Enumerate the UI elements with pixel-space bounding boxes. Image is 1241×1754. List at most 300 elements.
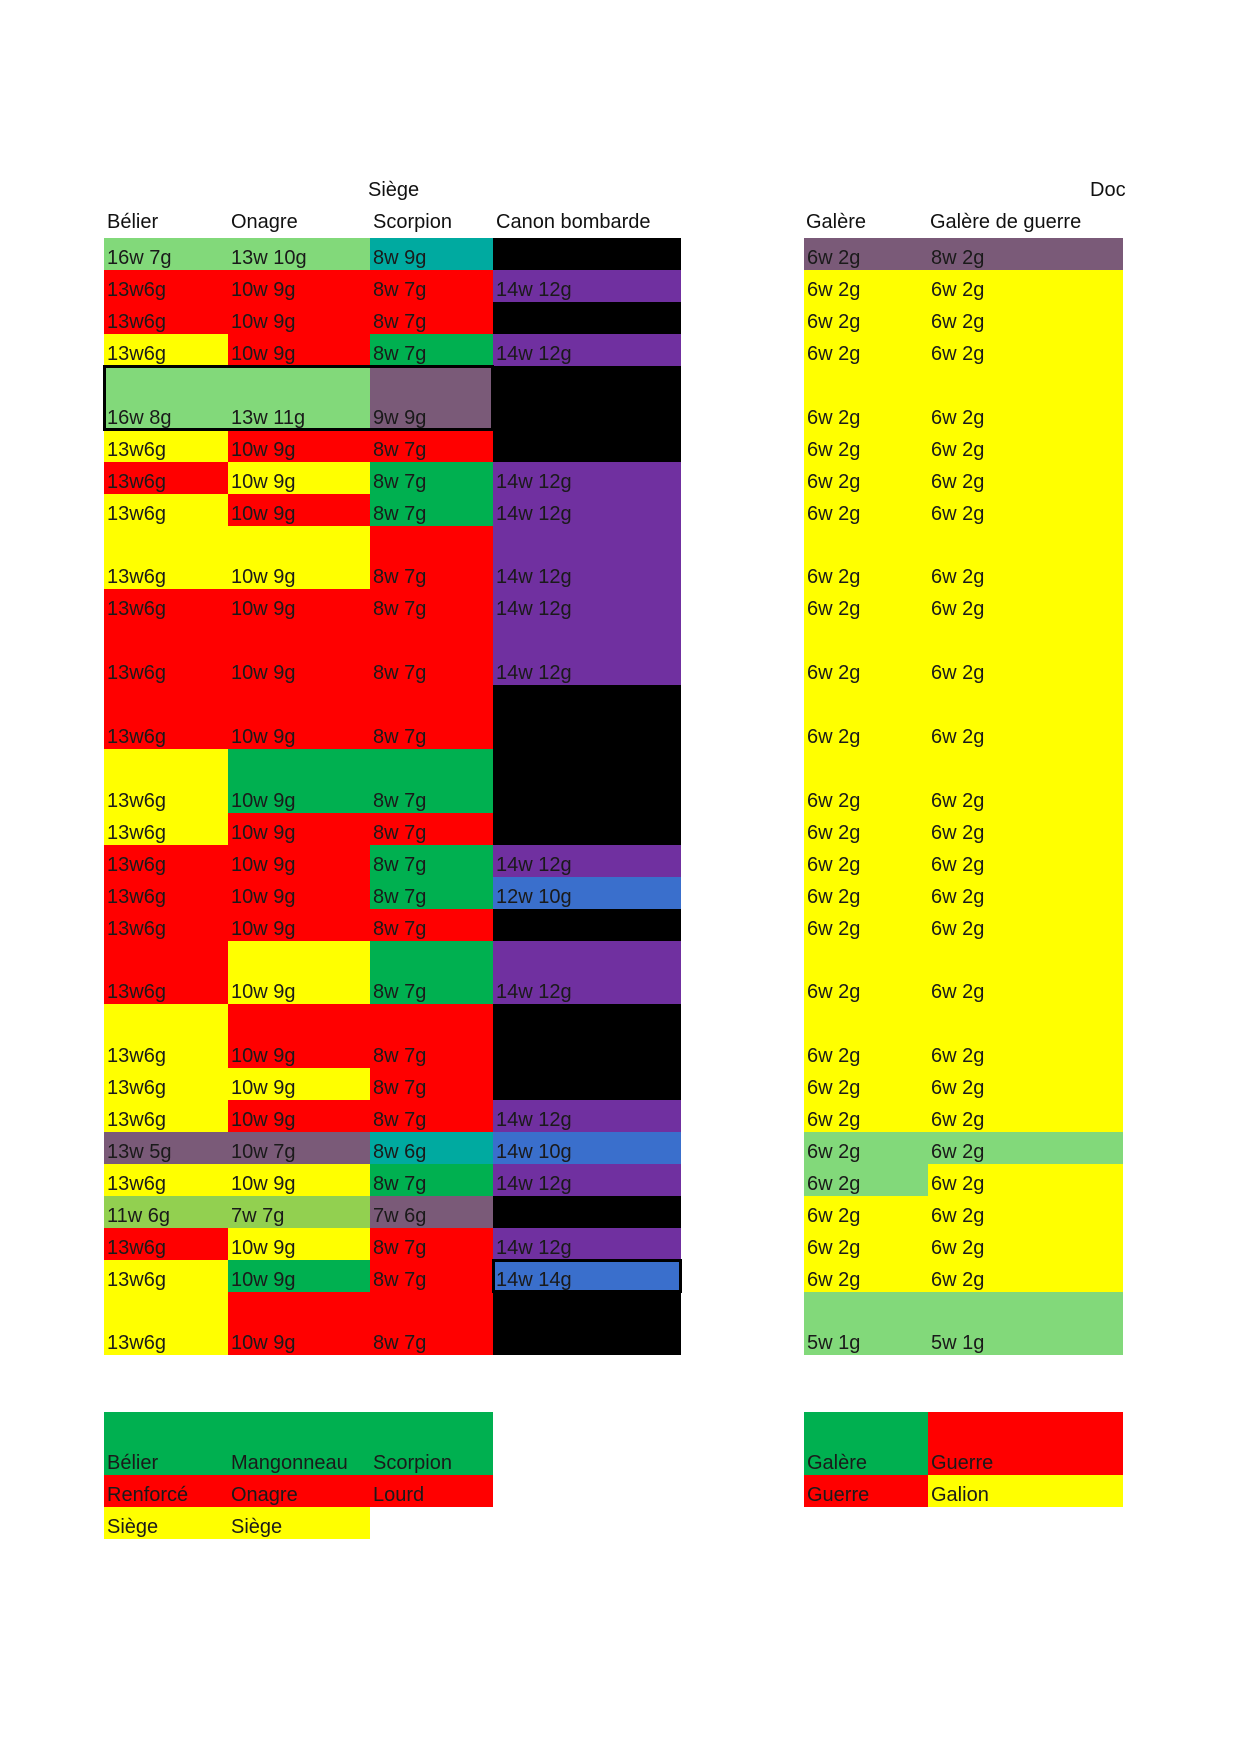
cell-value: 10w 9g [231, 662, 296, 684]
cell-belier[interactable] [104, 909, 228, 941]
cell-value: 10w 9g [231, 471, 296, 493]
cell-scorpion[interactable] [370, 430, 493, 462]
cell-value: 13w6g [107, 1237, 166, 1259]
cell-belier[interactable] [104, 526, 228, 589]
legend-siege-cell[interactable] [370, 1507, 493, 1539]
cell-value: 6w 2g [807, 1205, 861, 1227]
cell-value: 13w6g [107, 918, 166, 940]
cell-value: 6w 2g [931, 279, 985, 301]
cell-canon-bombarde[interactable] [493, 526, 681, 589]
cell-value: 13w 5g [107, 1141, 172, 1163]
cell-value: 13w6g [107, 279, 166, 301]
cell-value: 13w6g [107, 822, 166, 844]
cell-galere[interactable] [804, 813, 928, 845]
legend-siege-cell[interactable] [104, 1412, 228, 1475]
cell-canon-bombarde[interactable] [493, 302, 681, 334]
cell-value: 8w 7g [373, 566, 427, 588]
cell-scorpion[interactable] [370, 1100, 493, 1132]
cell-belier[interactable] [104, 238, 228, 270]
cell-value: 13w6g [107, 471, 166, 493]
cell-canon-bombarde[interactable] [493, 1292, 681, 1355]
cell-scorpion[interactable] [370, 270, 493, 302]
column-header-galere-de-guerre: Galère de guerre [930, 211, 1082, 233]
cell-value: 14w 12g [496, 662, 572, 684]
cell-galere[interactable] [804, 845, 928, 877]
cell-value: 8w 7g [373, 1332, 427, 1354]
cell-canon-bombarde[interactable] [493, 941, 681, 1004]
cell-value: 6w 2g [931, 790, 985, 812]
cell-canon-bombarde[interactable] [493, 877, 681, 909]
cell-onagre[interactable] [228, 1228, 370, 1260]
cell-scorpion[interactable] [370, 302, 493, 334]
cell-onagre[interactable] [228, 462, 370, 494]
cell-value: 8w 7g [373, 1173, 427, 1195]
cell-galere-de-guerre[interactable] [928, 1100, 1123, 1132]
cell-canon-bombarde[interactable] [493, 813, 681, 845]
cell-belier[interactable] [104, 1100, 228, 1132]
cell-belier[interactable] [104, 845, 228, 877]
column-header-belier: Bélier [107, 211, 159, 233]
cell-belier[interactable] [104, 334, 228, 366]
cell-value: 6w 2g [931, 1269, 985, 1291]
cell-value: 8w 7g [373, 1269, 427, 1291]
cell-onagre[interactable] [228, 1292, 370, 1355]
cell-onagre[interactable] [228, 589, 370, 621]
cell-onagre[interactable] [228, 909, 370, 941]
cell-galere-de-guerre[interactable] [928, 909, 1123, 941]
cell-value: 6w 2g [807, 822, 861, 844]
cell-onagre[interactable] [228, 1196, 370, 1228]
cell-canon-bombarde[interactable] [493, 1164, 681, 1196]
cell-belier[interactable] [104, 430, 228, 462]
cell-scorpion[interactable] [370, 238, 493, 270]
legend-siege-cell[interactable] [228, 1507, 370, 1539]
legend-dock-cell[interactable] [804, 1412, 928, 1475]
cell-value: 13w6g [107, 1269, 166, 1291]
cell-galere[interactable] [804, 302, 928, 334]
cell-galere[interactable] [804, 877, 928, 909]
cell-value: 13w6g [107, 1109, 166, 1131]
cell-onagre[interactable] [228, 749, 370, 813]
cell-galere-de-guerre[interactable] [928, 302, 1123, 334]
cell-value: 10w 9g [231, 1109, 296, 1131]
cell-belier[interactable] [104, 366, 228, 430]
cell-value: 12w 10g [496, 886, 572, 908]
cell-belier[interactable] [104, 749, 228, 813]
cell-value: 10w 9g [231, 918, 296, 940]
cell-galere[interactable] [804, 941, 928, 1004]
cell-value: 10w 9g [231, 854, 296, 876]
cell-value: 6w 2g [807, 471, 861, 493]
cell-value: 16w 8g [107, 407, 172, 429]
cell-value: 10w 7g [231, 1141, 296, 1163]
cell-onagre[interactable] [228, 334, 370, 366]
cell-scorpion[interactable] [370, 494, 493, 526]
cell-onagre[interactable] [228, 1132, 370, 1164]
cell-value: 13w6g [107, 886, 166, 908]
cell-galere[interactable] [804, 1100, 928, 1132]
cell-galere[interactable] [804, 621, 928, 685]
cell-onagre[interactable] [228, 813, 370, 845]
cell-belier[interactable] [104, 589, 228, 621]
cell-value: 10w 9g [231, 1269, 296, 1291]
cell-galere[interactable] [804, 1164, 928, 1196]
cell-canon-bombarde[interactable] [493, 1132, 681, 1164]
legend-dock-cell[interactable] [928, 1412, 1123, 1475]
cell-value: 6w 2g [931, 1141, 985, 1163]
cell-value: 13w6g [107, 790, 166, 812]
legend-siege-cell[interactable] [370, 1475, 493, 1507]
cell-value: 14w 12g [496, 598, 572, 620]
cell-galere-de-guerre[interactable] [928, 685, 1123, 749]
cell-galere-de-guerre[interactable] [928, 845, 1123, 877]
cell-canon-bombarde[interactable] [493, 1228, 681, 1260]
cell-canon-bombarde[interactable] [493, 1100, 681, 1132]
cell-galere[interactable] [804, 1260, 928, 1292]
cell-belier[interactable] [104, 877, 228, 909]
cell-value: 6w 2g [807, 279, 861, 301]
cell-value: 10w 9g [231, 790, 296, 812]
cell-galere-de-guerre[interactable] [928, 462, 1123, 494]
cell-galere-de-guerre[interactable] [928, 366, 1123, 430]
cell-scorpion[interactable] [370, 685, 493, 749]
cell-value: Scorpion [373, 1452, 452, 1474]
cell-value: 10w 9g [231, 1332, 296, 1354]
cell-value: 6w 2g [931, 854, 985, 876]
cell-galere[interactable] [804, 1132, 928, 1164]
cell-galere-de-guerre[interactable] [928, 334, 1123, 366]
cell-scorpion[interactable] [370, 1132, 493, 1164]
cell-scorpion[interactable] [370, 749, 493, 813]
cell-onagre[interactable] [228, 941, 370, 1004]
cell-galere[interactable] [804, 1068, 928, 1100]
cell-value: 6w 2g [931, 1109, 985, 1131]
cell-galere-de-guerre[interactable] [928, 238, 1123, 270]
cell-belier[interactable] [104, 1260, 228, 1292]
cell-belier[interactable] [104, 462, 228, 494]
cell-scorpion[interactable] [370, 813, 493, 845]
cell-value: 10w 9g [231, 343, 296, 365]
cell-value: 6w 2g [807, 503, 861, 525]
cell-galere-de-guerre[interactable] [928, 1292, 1123, 1355]
cell-value: 13w6g [107, 726, 166, 748]
cell-value: 5w 1g [807, 1332, 861, 1354]
cell-value: 13w6g [107, 503, 166, 525]
cell-onagre[interactable] [228, 302, 370, 334]
cell-value: 8w 7g [373, 1045, 427, 1067]
cell-galere[interactable] [804, 270, 928, 302]
cell-canon-bombarde[interactable] [493, 494, 681, 526]
cell-canon-bombarde[interactable] [493, 1004, 681, 1068]
cell-galere-de-guerre[interactable] [928, 941, 1123, 1004]
cell-onagre[interactable] [228, 238, 370, 270]
cell-value: 6w 2g [807, 1237, 861, 1259]
cell-galere[interactable] [804, 749, 928, 813]
cell-value: 6w 2g [807, 1269, 861, 1291]
cell-canon-bombarde[interactable] [493, 1260, 681, 1292]
cell-galere-de-guerre[interactable] [928, 494, 1123, 526]
cell-onagre[interactable] [228, 270, 370, 302]
cell-value: 7w 7g [231, 1205, 285, 1227]
cell-belier[interactable] [104, 1228, 228, 1260]
cell-scorpion[interactable] [370, 1004, 493, 1068]
legend-dock-cell[interactable] [928, 1475, 1123, 1507]
cell-belier[interactable] [104, 813, 228, 845]
cell-value: 10w 9g [231, 279, 296, 301]
cell-value: Guerre [807, 1484, 870, 1506]
cell-scorpion[interactable] [370, 1228, 493, 1260]
cell-scorpion[interactable] [370, 621, 493, 685]
cell-galere-de-guerre[interactable] [928, 877, 1123, 909]
cell-value: 6w 2g [807, 886, 861, 908]
cell-value: 8w 7g [373, 726, 427, 748]
cell-belier[interactable] [104, 1164, 228, 1196]
cell-galere[interactable] [804, 366, 928, 430]
cell-value: 8w 7g [373, 311, 427, 333]
cell-value: 8w 7g [373, 981, 427, 1003]
cell-scorpion[interactable] [370, 589, 493, 621]
cell-scorpion[interactable] [370, 366, 493, 430]
cell-value: 6w 2g [807, 726, 861, 748]
cell-value: 6w 2g [807, 407, 861, 429]
cell-scorpion[interactable] [370, 462, 493, 494]
cell-galere-de-guerre[interactable] [928, 1068, 1123, 1100]
cell-value: 8w 7g [373, 343, 427, 365]
cell-value: 10w 9g [231, 822, 296, 844]
cell-onagre[interactable] [228, 1260, 370, 1292]
cell-value: 8w 7g [373, 790, 427, 812]
cell-galere-de-guerre[interactable] [928, 1164, 1123, 1196]
cell-value: 6w 2g [931, 1173, 985, 1195]
cell-value: 8w 6g [373, 1141, 427, 1163]
cell-galere-de-guerre[interactable] [928, 1004, 1123, 1068]
cell-canon-bombarde[interactable] [493, 589, 681, 621]
cell-onagre[interactable] [228, 845, 370, 877]
cell-scorpion[interactable] [370, 1068, 493, 1100]
cell-scorpion[interactable] [370, 526, 493, 589]
cell-value: 6w 2g [807, 1045, 861, 1067]
cell-galere[interactable] [804, 526, 928, 589]
cell-galere-de-guerre[interactable] [928, 621, 1123, 685]
cell-galere-de-guerre[interactable] [928, 270, 1123, 302]
cell-galere-de-guerre[interactable] [928, 749, 1123, 813]
cell-value: 7w 6g [373, 1205, 427, 1227]
cell-value: Renforcé [107, 1484, 189, 1506]
cell-value: Galion [931, 1484, 989, 1506]
cell-value: 6w 2g [807, 854, 861, 876]
cell-value: 13w6g [107, 566, 166, 588]
cell-canon-bombarde[interactable] [493, 270, 681, 302]
cell-canon-bombarde[interactable] [493, 749, 681, 813]
cell-scorpion[interactable] [370, 941, 493, 1004]
cell-value: 6w 2g [931, 1077, 985, 1099]
cell-belier[interactable] [104, 621, 228, 685]
cell-value: 8w 7g [373, 918, 427, 940]
cell-value: Mangonneau [231, 1452, 348, 1474]
cell-onagre[interactable] [228, 877, 370, 909]
cell-galere[interactable] [804, 1292, 928, 1355]
cell-value: 8w 7g [373, 662, 427, 684]
cell-value: 8w 7g [373, 1077, 427, 1099]
cell-galere-de-guerre[interactable] [928, 813, 1123, 845]
cell-galere[interactable] [804, 589, 928, 621]
cell-galere-de-guerre[interactable] [928, 1260, 1123, 1292]
cell-value: 14w 12g [496, 503, 572, 525]
cell-value: Siège [107, 1516, 159, 1538]
cell-belier[interactable] [104, 941, 228, 1004]
cell-value: 14w 12g [496, 1109, 572, 1131]
cell-value: 6w 2g [807, 790, 861, 812]
cell-onagre[interactable] [228, 430, 370, 462]
cell-canon-bombarde[interactable] [493, 238, 681, 270]
cell-value: 13w 10g [231, 247, 307, 269]
cell-value: 8w 7g [373, 854, 427, 876]
legend-siege-cell[interactable] [104, 1475, 228, 1507]
cell-belier[interactable] [104, 1068, 228, 1100]
legend-dock-cell[interactable] [804, 1475, 928, 1507]
cell-value: 10w 9g [231, 598, 296, 620]
cell-value: 6w 2g [931, 822, 985, 844]
cell-canon-bombarde[interactable] [493, 1196, 681, 1228]
cell-value: 6w 2g [931, 311, 985, 333]
cell-value: 8w 7g [373, 279, 427, 301]
cell-galere[interactable] [804, 494, 928, 526]
cell-galere[interactable] [804, 238, 928, 270]
cell-value: 16w 7g [107, 247, 172, 269]
cell-onagre[interactable] [228, 1004, 370, 1068]
cell-belier[interactable] [104, 1196, 228, 1228]
cell-galere[interactable] [804, 909, 928, 941]
cell-galere-de-guerre[interactable] [928, 1132, 1123, 1164]
cell-canon-bombarde[interactable] [493, 685, 681, 749]
cell-onagre[interactable] [228, 526, 370, 589]
cell-value: Lourd [373, 1484, 425, 1506]
cell-value: 6w 2g [931, 343, 985, 365]
cell-scorpion[interactable] [370, 334, 493, 366]
cell-galere-de-guerre[interactable] [928, 430, 1123, 462]
cell-belier[interactable] [104, 685, 228, 749]
cell-value: 13w6g [107, 981, 166, 1003]
cell-value: 6w 2g [931, 918, 985, 940]
cell-galere[interactable] [804, 334, 928, 366]
group-header-dock: Doc [1090, 179, 1126, 201]
cell-value: 10w 9g [231, 726, 296, 748]
cell-value: 6w 2g [931, 662, 985, 684]
cell-belier[interactable] [104, 270, 228, 302]
cell-onagre[interactable] [228, 1068, 370, 1100]
cell-value: 14w 12g [496, 566, 572, 588]
cell-value: 6w 2g [931, 726, 985, 748]
cell-value: 13w6g [107, 662, 166, 684]
cell-canon-bombarde[interactable] [493, 909, 681, 941]
cell-value: 6w 2g [807, 566, 861, 588]
legend-siege-cell[interactable] [228, 1412, 370, 1475]
cell-onagre[interactable] [228, 1164, 370, 1196]
cell-onagre[interactable] [228, 1100, 370, 1132]
cell-galere-de-guerre[interactable] [928, 589, 1123, 621]
cell-value: 8w 7g [373, 598, 427, 620]
cell-belier[interactable] [104, 1292, 228, 1355]
cell-canon-bombarde[interactable] [493, 462, 681, 494]
cell-onagre[interactable] [228, 366, 370, 430]
column-header-galere: Galère [806, 211, 867, 233]
cell-belier[interactable] [104, 1132, 228, 1164]
column-header-scorpion: Scorpion [373, 211, 452, 233]
cell-value: 14w 12g [496, 1173, 572, 1195]
cell-value: 6w 2g [931, 598, 985, 620]
cell-galere-de-guerre[interactable] [928, 1228, 1123, 1260]
cell-galere[interactable] [804, 1196, 928, 1228]
cell-canon-bombarde[interactable] [493, 334, 681, 366]
cell-onagre[interactable] [228, 621, 370, 685]
cell-value: 14w 12g [496, 854, 572, 876]
column-header-onagre: Onagre [231, 211, 298, 233]
legend-siege-cell[interactable] [104, 1507, 228, 1539]
cell-galere[interactable] [804, 1004, 928, 1068]
cell-galere[interactable] [804, 685, 928, 749]
cell-value: 6w 2g [807, 1141, 861, 1163]
cell-value: 13w6g [107, 598, 166, 620]
cell-canon-bombarde[interactable] [493, 430, 681, 462]
cell-galere[interactable] [804, 1228, 928, 1260]
cell-value: 13w6g [107, 854, 166, 876]
cell-value: 6w 2g [931, 981, 985, 1003]
cell-value: 11w 6g [107, 1205, 171, 1227]
cell-galere[interactable] [804, 430, 928, 462]
cell-galere-de-guerre[interactable] [928, 526, 1123, 589]
cell-galere[interactable] [804, 462, 928, 494]
cell-canon-bombarde[interactable] [493, 621, 681, 685]
cell-scorpion[interactable] [370, 1292, 493, 1355]
cell-scorpion[interactable] [370, 1196, 493, 1228]
cell-value: 14w 10g [496, 1141, 572, 1163]
cell-scorpion[interactable] [370, 845, 493, 877]
cell-belier[interactable] [104, 494, 228, 526]
cell-belier[interactable] [104, 302, 228, 334]
cell-value: 6w 2g [807, 1077, 861, 1099]
cell-value: 13w6g [107, 439, 166, 461]
cell-value: 13w 11g [231, 407, 306, 429]
cell-scorpion[interactable] [370, 1260, 493, 1292]
cell-value: Guerre [931, 1452, 994, 1474]
cell-value: 10w 9g [231, 311, 296, 333]
cell-scorpion[interactable] [370, 1164, 493, 1196]
cell-value: 14w 12g [496, 343, 572, 365]
cell-canon-bombarde[interactable] [493, 366, 681, 430]
cell-value: 6w 2g [931, 407, 985, 429]
cell-value: 6w 2g [931, 1045, 985, 1067]
cell-value: 8w 7g [373, 886, 427, 908]
cell-galere-de-guerre[interactable] [928, 1196, 1123, 1228]
cell-belier[interactable] [104, 1004, 228, 1068]
cell-value: 10w 9g [231, 503, 296, 525]
cell-value: 8w 2g [931, 247, 985, 269]
legend-siege-cell[interactable] [370, 1412, 493, 1475]
cell-value: 6w 2g [807, 918, 861, 940]
cell-canon-bombarde[interactable] [493, 1068, 681, 1100]
cell-onagre[interactable] [228, 685, 370, 749]
cell-canon-bombarde[interactable] [493, 845, 681, 877]
cell-onagre[interactable] [228, 494, 370, 526]
cell-value: 13w6g [107, 1077, 166, 1099]
cell-value: 14w 12g [496, 1237, 572, 1259]
cell-value: 13w6g [107, 311, 166, 333]
cell-value: 10w 9g [231, 1045, 296, 1067]
cell-scorpion[interactable] [370, 877, 493, 909]
legend-siege-cell[interactable] [228, 1475, 370, 1507]
cell-value: 10w 9g [231, 1173, 296, 1195]
cell-scorpion[interactable] [370, 909, 493, 941]
